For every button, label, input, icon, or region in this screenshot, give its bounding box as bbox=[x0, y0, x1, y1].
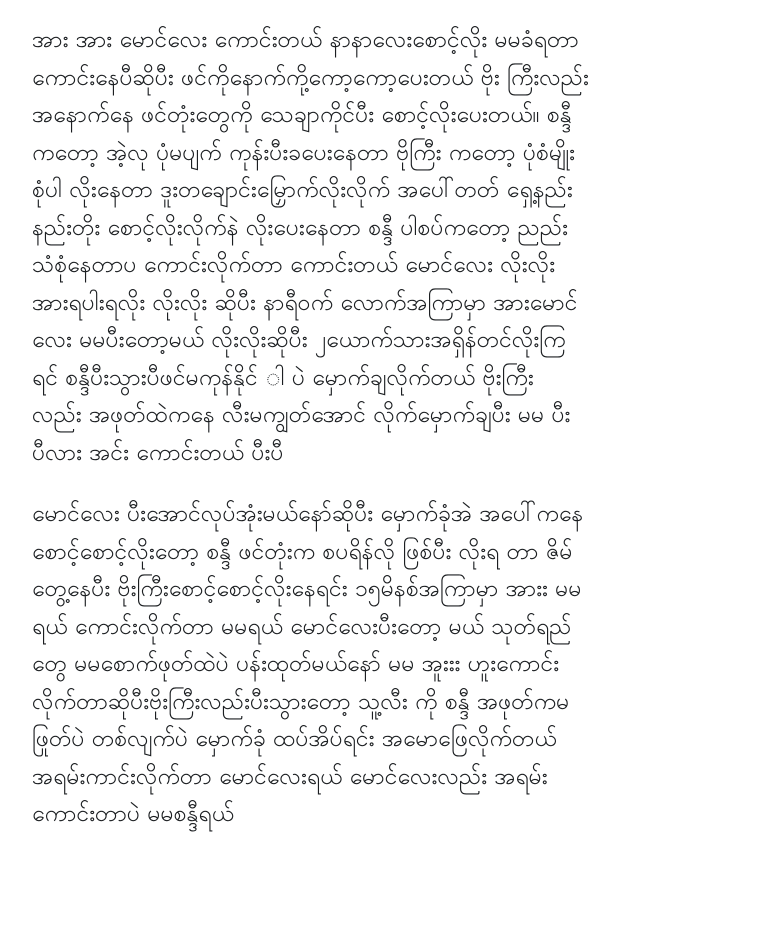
text-line: နည်းတိုး စောင့်လိုးလိုက်နဲ လိုးပေးနေတာ စန္ဒီ ပါစပ်ကတော့ ညည်း bbox=[32, 214, 568, 241]
text-line: ရယ် ကောင်းလိုက်တာ မမရယ် မောင်လေးပီးတော့ မယ် သုတ်ရည် bbox=[32, 613, 572, 640]
text-line: ကောင်းတာပဲ မမစန္ဒီရယ် bbox=[32, 801, 234, 827]
paragraph-1 bbox=[32, 22, 740, 472]
text-line: သံစုံနေတာပ ကောင်းလိုက်တာ ကောင်းတယ် မောင်လေး လိုးလိုး bbox=[32, 252, 556, 278]
text-line: စုံပါ လိုးနေတာ ဒူးတချောင်းမြှောက်လိုးလိုက် အပေါ်တတ် ရှေ့နည်း bbox=[32, 177, 573, 203]
text-line: တွေ့နေပီး ဗိုးကြီးစောင့်စောင့်လိုးနေရင်း ၁၅မိနစ်အကြာမှာ အားး မမ bbox=[32, 576, 582, 602]
text-line: အနောက်နေ ဖင်တုံးတွေကို သေချာကိုင်ပီး စောင့်လိုးပေးတယ်။ စန္ဒီ bbox=[32, 102, 572, 128]
text-line: အား အား မောင်လေး ကောင်းတယ် နာနာလေးစောင့်လိုး မမခံရတာ bbox=[32, 27, 579, 53]
paragraph-2 bbox=[32, 496, 740, 834]
text-line: ကတော့ အဲ့လု ပုံမပျက် ကုန်းပီးခပေးနေတာ ဗိုကြီး ကတော့ ပုံစံမျိုး bbox=[32, 139, 575, 166]
text-line: ကောင်းနေပီဆိုပီး ဖင်ကိုနောက်ကို့ကော့ကော့ပေးတယ် ဗိုး ကြီးလည်း bbox=[32, 64, 589, 91]
text-line: တွေ မမစောက်ဖုတ်ထဲပဲ ပန်းထုတ်မယ်နော် မမ အူးးး ဟူးကောင်း bbox=[32, 651, 560, 677]
text-line: အရမ်းကာင်းလိုက်တာ မောင်လေးရယ် မောင်လေးလည်း အရမ်း bbox=[32, 763, 548, 790]
text-line: ဖြုတ်ပဲ တစ်လျက်ပဲ မှောက်ခုံ ထပ်အိပ်ရင်း အမောဖြေလိုက်တယ် bbox=[32, 726, 557, 752]
text-line: စောင့်စောင့်လိုးတော့ စန္ဒီ ဖင်တုံးက စပရိန်လို ဖြစ်ပီး လိုးရ တာ ဇိမ် bbox=[32, 538, 573, 565]
text-line: ပီလား အင်း ကောင်းတယ် ပီးပီ bbox=[32, 439, 284, 466]
text-line: အားရပါးရလိုး လိုးလိုး ဆိုပီး နာရီဝက် လောက်အကြာမှာ အားမောင် bbox=[32, 289, 578, 316]
text-line: လေး မမပီးတော့မယ် လိုးလိုးဆိုပီး ၂ယောက်သားအရှိန်တင်လိုးကြ bbox=[32, 327, 566, 353]
text-line: ရင် စန္ဒီပီးသွားပီဖင်မကုန်နိုင် ါ ပဲ မှောက်ချလိုက်တယ် ဗိုးကြီး bbox=[32, 364, 534, 391]
text-line: မောင်လေး ပီးအောင်လုပ်အုံးမယ်နော်ဆိုပီး မှောက်ခုံအဲ အပေါ်ကနေ bbox=[32, 501, 584, 527]
text-line: လည်း အဖုတ်ထဲကနေ လီးမကျွတ်အောင် လိုက်မှောက်ချပီး မမ ပီး bbox=[32, 402, 571, 428]
text-line: လိုက်တာဆိုပီးဗိုးကြီးလည်းပီးသွားတော့ သူ့လီး ကို စန္ဒီ အဖုတ်ကမ bbox=[32, 688, 570, 715]
